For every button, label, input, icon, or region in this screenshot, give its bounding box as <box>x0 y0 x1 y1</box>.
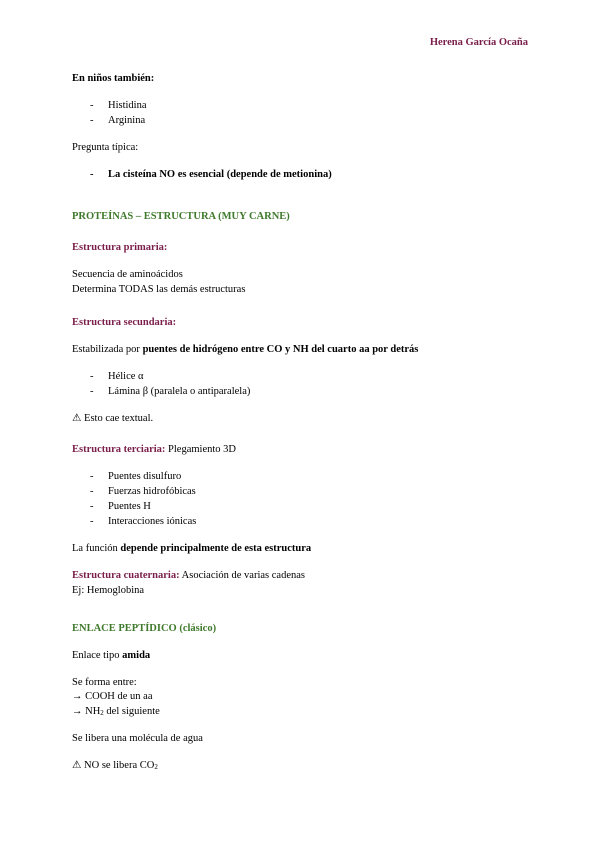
list-item-text: Hélice α <box>108 371 144 382</box>
list-item-text: La cisteína NO es esencial (depende de metionina) <box>108 169 332 180</box>
cuaternaria-desc: Asociación de varias cadenas <box>181 570 305 581</box>
cuaternaria-example: Ej: Hemoglobina <box>72 585 145 596</box>
enlace-tipo <box>72 649 150 662</box>
nh-post: del siguiente <box>106 706 160 717</box>
funcion-bold: depende principalmente de esta estructura <box>120 543 312 554</box>
list-item: - Lámina β (paralela o antiparalela) <box>90 386 251 397</box>
list-item-text: Histidina <box>108 100 147 111</box>
enlace-tipo-prefix: Enlace tipo <box>72 650 120 661</box>
secundaria-warning: ⚠ Esto cae textual. <box>72 413 154 424</box>
nh-subscript: 2 <box>100 709 104 717</box>
heading-terciaria: Estructura terciaria: <box>72 444 166 455</box>
secundaria-desc <box>72 343 418 356</box>
list-item-text: Interacciones iónicas <box>108 516 197 527</box>
terciaria-funcion <box>72 542 311 555</box>
list-item: - La cisteína NO es esencial (depende de metionina) <box>90 169 332 180</box>
terciaria-line <box>72 443 236 456</box>
funcion-prefix: La función <box>72 543 118 554</box>
secundaria-desc-bold: puentes de hidrógeno entre CO y NH del cuarto aa por detrás <box>142 344 419 355</box>
list-item-text: Puentes disulfuro <box>108 471 182 482</box>
heading-secundaria: Estructura secundaria: <box>72 317 177 328</box>
nh-text: → NH <box>72 706 101 717</box>
heading-cuaternaria: Estructura cuaternaria: <box>72 570 180 581</box>
co-text: ⚠ NO se libera CO <box>72 760 155 771</box>
secundaria-desc-prefix: Estabilizada por <box>72 344 140 355</box>
list-item: - Histidina <box>90 100 147 111</box>
list-item: - Hélice α <box>90 371 144 382</box>
section-title-enlace: ENLACE PEPTÍDICO (clásico) <box>72 623 217 634</box>
cuaternaria-line <box>72 569 305 582</box>
primaria-line: Determina TODAS las demás estructuras <box>72 284 246 295</box>
enlace-warning <box>72 759 158 774</box>
list-item-text: Puentes H <box>108 501 151 512</box>
primaria-line: Secuencia de aminoácidos <box>72 269 183 280</box>
list-item-text: Arginina <box>108 115 146 126</box>
list-item: - Puentes disulfuro <box>90 471 182 482</box>
list-item: - Interacciones iónicas <box>90 516 197 527</box>
list-item: - Fuerzas hidrofóbicas <box>90 486 196 497</box>
list-item-text: Fuerzas hidrofóbicas <box>108 486 196 497</box>
enlace-tipo-bold: amida <box>122 650 151 661</box>
enlace-line <box>72 705 160 720</box>
enlace-line: → COOH de un aa <box>72 691 153 702</box>
list-item-text: Lámina β (paralela o antiparalela) <box>108 386 251 397</box>
enlace-forma: Se forma entre: <box>72 677 137 688</box>
heading-primaria: Estructura primaria: <box>72 242 168 253</box>
pregunta-label: Pregunta típica: <box>72 142 139 153</box>
list-item: - Puentes H <box>90 501 151 512</box>
section-title-estructura: PROTEÍNAS – ESTRUCTURA (MUY CARNE) <box>72 211 290 222</box>
author-header: Herena García Ocaña <box>429 37 528 48</box>
terciaria-desc: Plegamiento 3D <box>168 444 236 455</box>
enlace-libera: Se libera una molécula de agua <box>72 733 203 744</box>
co-subscript: 2 <box>154 763 158 771</box>
ninos-heading: En niños también: <box>72 73 155 84</box>
list-item: - Arginina <box>90 115 146 126</box>
